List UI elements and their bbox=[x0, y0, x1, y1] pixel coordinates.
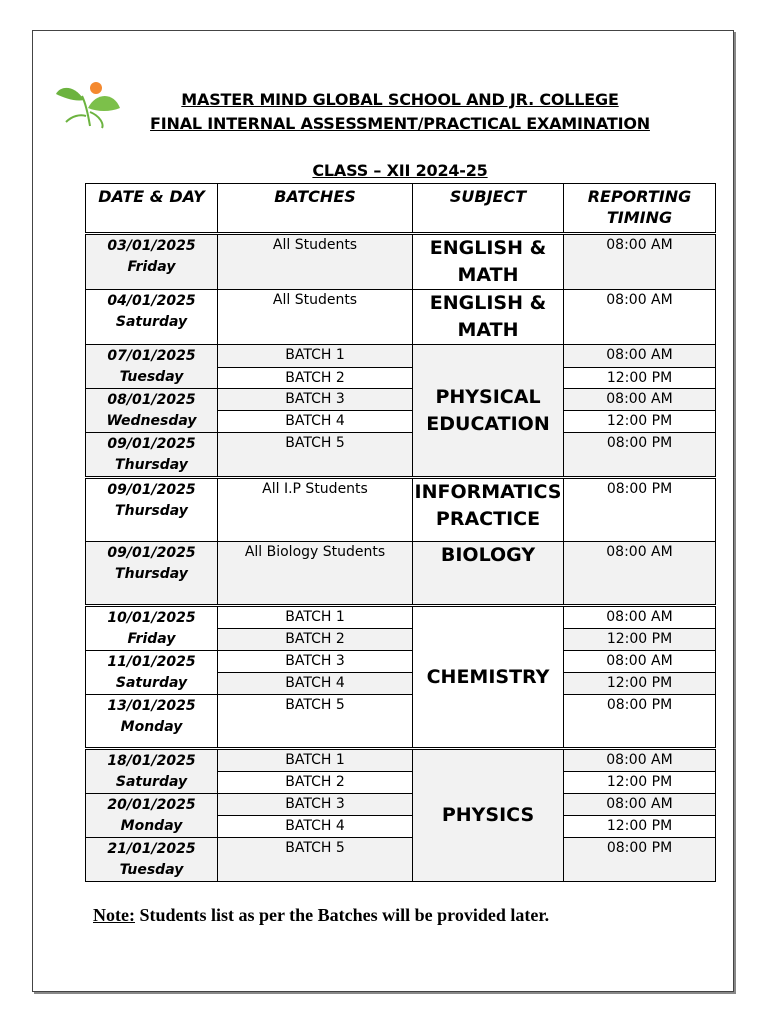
date-cell: 21/01/2025 Tuesday bbox=[86, 838, 218, 882]
batch-cell: BATCH 4 bbox=[218, 673, 413, 695]
table-header-row bbox=[86, 184, 716, 234]
date-cell: 08/01/2025 Wednesday bbox=[86, 389, 218, 433]
date-cell: 04/01/2025 Saturday bbox=[86, 290, 218, 345]
time-cell: 08:00 PM bbox=[564, 433, 716, 478]
table-row bbox=[86, 695, 716, 722]
table-row bbox=[86, 433, 716, 456]
date-cell: 18/01/2025 Saturday bbox=[86, 749, 218, 794]
header-date: DATE & DAY bbox=[86, 184, 218, 234]
batch-cell: BATCH 2 bbox=[218, 367, 413, 389]
subject-cell: BIOLOGY bbox=[413, 542, 564, 606]
note-text: Students list as per the Batches will be provided later. bbox=[134, 905, 550, 925]
date-cell: 09/01/2025 Thursday bbox=[86, 433, 218, 478]
batch-cell: BATCH 4 bbox=[218, 411, 413, 433]
batch-cell: BATCH 1 bbox=[218, 606, 413, 629]
subject-cell: PHYSICS bbox=[413, 749, 564, 882]
table-row bbox=[86, 749, 716, 772]
note-label: Note: bbox=[93, 905, 135, 925]
batch-cell: BATCH 3 bbox=[218, 389, 413, 411]
time-cell: 08:00 AM bbox=[564, 749, 716, 772]
exam-schedule-table bbox=[85, 183, 716, 882]
table-row bbox=[86, 478, 716, 542]
footer-note bbox=[93, 905, 549, 926]
subject-cell: INFORMATICS PRACTICE bbox=[413, 478, 564, 542]
time-cell: 08:00 AM bbox=[564, 651, 716, 673]
time-cell: 08:00 AM bbox=[564, 389, 716, 411]
batch-cell: BATCH 5 bbox=[218, 838, 413, 882]
time-cell: 12:00 PM bbox=[564, 411, 716, 433]
batch-cell: BATCH 1 bbox=[218, 749, 413, 772]
time-cell: 08:00 AM bbox=[564, 542, 716, 606]
date-cell: 03/01/2025 Friday bbox=[86, 234, 218, 290]
time-cell: 08:00 AM bbox=[564, 234, 716, 290]
header-subject: SUBJECT bbox=[413, 184, 564, 234]
batch-cell: BATCH 2 bbox=[218, 772, 413, 794]
header-timing: REPORTING TIMING bbox=[564, 184, 716, 234]
time-cell: 12:00 PM bbox=[564, 673, 716, 695]
table-row bbox=[86, 838, 716, 860]
batch-cell: All Students bbox=[218, 290, 413, 345]
date-cell: 11/01/2025 Saturday bbox=[86, 651, 218, 695]
subject-cell: ENGLISH & MATH bbox=[413, 290, 564, 345]
date-cell: 09/01/2025 Thursday bbox=[86, 478, 218, 542]
time-cell: 08:00 AM bbox=[564, 290, 716, 345]
school-name: MASTER MIND GLOBAL SCHOOL AND JR. COLLEGE bbox=[181, 90, 619, 109]
time-cell: 08:00 AM bbox=[564, 794, 716, 816]
batch-cell: BATCH 3 bbox=[218, 651, 413, 673]
batch-cell: All Biology Students bbox=[218, 542, 413, 606]
batch-cell: BATCH 1 bbox=[218, 345, 413, 368]
batch-cell: BATCH 5 bbox=[218, 695, 413, 749]
batch-cell: BATCH 3 bbox=[218, 794, 413, 816]
table-row bbox=[86, 389, 716, 411]
batch-cell: All Students bbox=[218, 234, 413, 290]
batch-cell: BATCH 2 bbox=[218, 629, 413, 651]
table-row bbox=[86, 290, 716, 345]
time-cell: 08:00 AM bbox=[564, 606, 716, 629]
exam-title: FINAL INTERNAL ASSESSMENT/PRACTICAL EXAMINATION bbox=[150, 114, 650, 133]
time-cell: 12:00 PM bbox=[564, 816, 716, 838]
batch-cell: BATCH 5 bbox=[218, 433, 413, 478]
date-cell: 07/01/2025 Tuesday bbox=[86, 345, 218, 389]
subject-cell: ENGLISH & MATH bbox=[413, 234, 564, 290]
table-row bbox=[86, 234, 716, 290]
time-cell: 08:00 AM bbox=[564, 345, 716, 368]
subject-cell: CHEMISTRY bbox=[413, 606, 564, 749]
batch-cell: All I.P Students bbox=[218, 478, 413, 542]
date-cell: 20/01/2025 Monday bbox=[86, 794, 218, 838]
table-row bbox=[86, 794, 716, 816]
time-cell: 12:00 PM bbox=[564, 772, 716, 794]
time-cell: 08:00 PM bbox=[564, 478, 716, 542]
subject-cell: PHYSICAL EDUCATION bbox=[413, 345, 564, 478]
header-batches: BATCHES bbox=[218, 184, 413, 234]
time-cell: 12:00 PM bbox=[564, 629, 716, 651]
table-row bbox=[86, 651, 716, 673]
table-row bbox=[86, 542, 716, 606]
table-row bbox=[86, 345, 716, 368]
time-cell: 08:00 PM bbox=[564, 695, 716, 749]
date-cell: 09/01/2025 Thursday bbox=[86, 542, 218, 606]
batch-cell: BATCH 4 bbox=[218, 816, 413, 838]
time-cell: 08:00 PM bbox=[564, 838, 716, 882]
class-title: CLASS – XII 2024-25 bbox=[312, 161, 488, 180]
date-cell: 13/01/2025 Monday bbox=[86, 695, 218, 749]
table-row bbox=[86, 606, 716, 629]
date-cell: 10/01/2025 Friday bbox=[86, 606, 218, 651]
time-cell: 12:00 PM bbox=[564, 367, 716, 389]
